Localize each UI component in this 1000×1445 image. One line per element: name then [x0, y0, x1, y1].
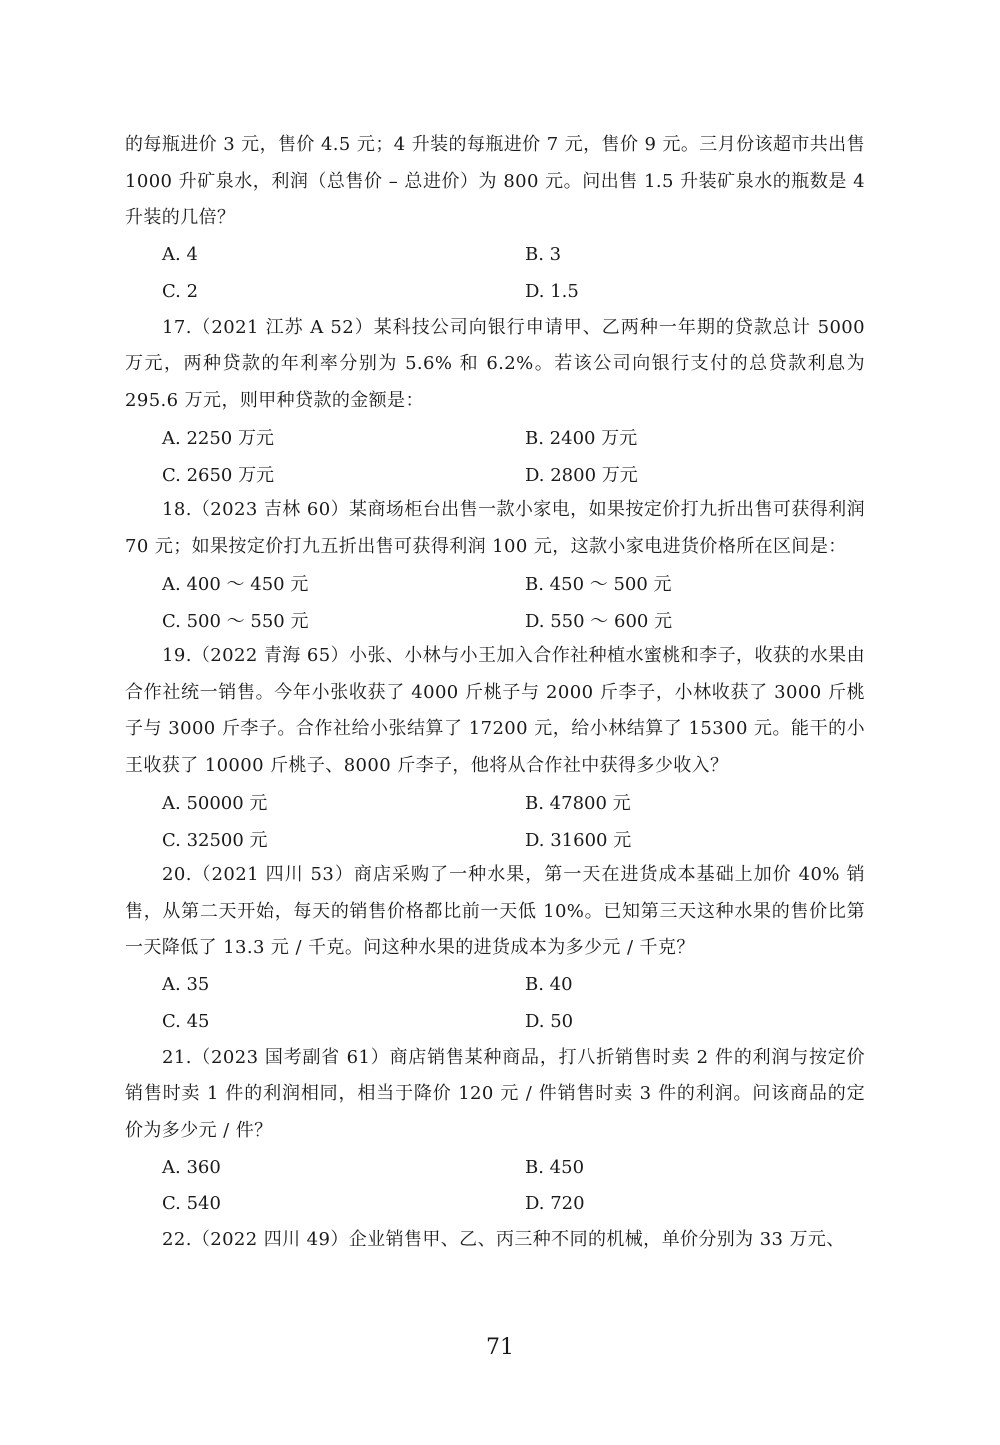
option-a: A. 400 ～ 450 元 [162, 574, 309, 596]
option-b: B. 450 ～ 500 元 [525, 574, 672, 596]
option-c: C. 2650 万元 [162, 464, 275, 486]
option-row [125, 1186, 865, 1223]
option-a: A. 50000 元 [162, 793, 268, 815]
option-b: B. 2400 万元 [525, 428, 638, 450]
question-19-options [125, 784, 865, 857]
option-b: B. 40 [525, 974, 573, 996]
option-d: D. 720 [525, 1193, 585, 1215]
continued-question-text: 的每瓶进价 3 元，售价 4.5 元；4 升装的每瓶进价 7 元，售价 9 元。三月份该超市共出售 1000 升矿泉水，利润（总售价 – 总进价）为 800 元。问出售 1.5 升装矿泉水的瓶数是 4 升装的几倍？ [125, 134, 865, 228]
option-c: C. 540 [162, 1193, 221, 1215]
option-row [125, 456, 865, 493]
page-number: 71 [486, 1335, 514, 1360]
question-19-text: 19.（2022 青海 65）小张、小林与小王加入合作社种植水蜜桃和李子，收获的水果由合作社统一销售。今年小张收获了 4000 斤桃子与 2000 斤李子，小林收获了 3000 斤桃子与 3000 斤李子。合作社给小张结算了 17200 元，给小林结算了 15300 元。能干的小王收获了 10000 斤桃子、8000 斤李子，他将从合作社中获得多少收入？ [125, 645, 865, 776]
option-c: C. 32500 元 [162, 829, 268, 851]
option-row [125, 821, 865, 858]
option-row [125, 273, 865, 310]
question-17-text: 17.（2021 江苏 A 52）某科技公司向银行申请甲、乙两种一年期的贷款总计 5000 万元，两种贷款的年利率分别为 5.6% 和 6.2%。若该公司向银行支付的总贷款利息为 295.6 万元，则甲种贷款的金额是： [125, 316, 865, 411]
question-20-options [125, 967, 865, 1040]
option-d: D. 31600 元 [525, 829, 632, 851]
option-row [125, 237, 865, 274]
option-d: D. 1.5 [525, 280, 579, 302]
option-d: D. 50 [525, 1010, 574, 1032]
question-21-options [125, 1149, 865, 1222]
continued-question-options [125, 237, 865, 310]
option-a: A. 2250 万元 [162, 428, 274, 450]
option-c: C. 2 [162, 280, 199, 302]
option-c: C. 45 [162, 1010, 210, 1032]
option-row [125, 967, 865, 1004]
question-17-options [125, 419, 865, 492]
option-b: B. 450 [525, 1156, 585, 1178]
question-18-text: 18.（2023 吉林 60）某商场柜台出售一款小家电，如果按定价打九折出售可获得利润 70 元；如果按定价打九五折出售可获得利润 100 元，这款小家电进货价格所在区间是： [125, 499, 865, 557]
option-row [125, 419, 865, 456]
option-b: B. 47800 元 [525, 793, 631, 815]
option-row [125, 1149, 865, 1186]
option-d: D. 2800 万元 [525, 464, 638, 486]
option-a: A. 4 [162, 244, 198, 266]
option-b: B. 3 [525, 244, 562, 266]
option-c: C. 500 ～ 550 元 [162, 610, 309, 632]
option-row [125, 1003, 865, 1040]
option-a: A. 35 [162, 974, 210, 996]
option-row [125, 602, 865, 639]
question-18-options [125, 565, 865, 638]
page-content [125, 127, 865, 1259]
option-row [125, 784, 865, 821]
option-a: A. 360 [162, 1156, 221, 1178]
question-21-text: 21.（2023 国考副省 61）商店销售某种商品，打八折销售时卖 2 件的利润与按定价销售时卖 1 件的利润相同，相当于降价 120 元 / 件销售时卖 3 件的利润。问该商品的定价为多少元 / 件？ [125, 1046, 865, 1141]
question-20-text: 20.（2021 四川 53）商店采购了一种水果，第一天在进货成本基础上加价 40% 销售，从第二天开始，每天的销售价格都比前一天低 10%。已知第三天这种水果的售价比第一天降低了 13.3 元 / 千克。问这种水果的进货成本为多少元 / 千克？ [125, 864, 865, 958]
option-row [125, 565, 865, 602]
question-22-text: 22.（2022 四川 49）企业销售甲、乙、丙三种不同的机械，单价分别为 33 万元、 [162, 1229, 845, 1250]
option-d: D. 550 ～ 600 元 [525, 610, 673, 632]
